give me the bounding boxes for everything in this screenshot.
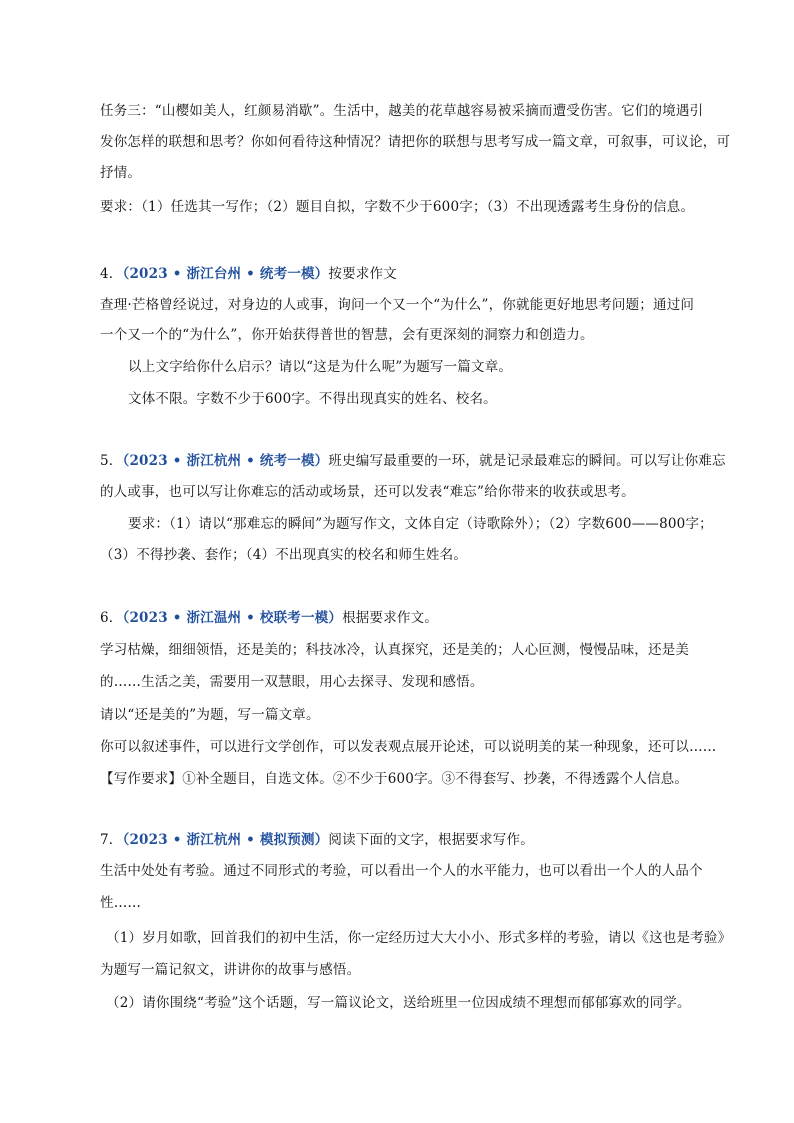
q5-heading	[100, 452, 726, 470]
q7-heading	[100, 831, 534, 849]
q6-heading	[100, 609, 438, 627]
q5-source: （2023 • 浙江杭州 • 统考一模）	[122, 453, 329, 469]
q6-number: 6．	[100, 610, 123, 626]
q6-line-4: 你可以叙述事件，可以进行文学创作，可以发表观点展开论述，可以说明美的某一种现象，还可以……	[100, 739, 717, 755]
q6-line-5: 【写作要求】①补全题目，自选文体。②不少于600字。③不得套写、抄袭，不得透露个人信息。	[100, 771, 689, 787]
q7-prompt: 阅读下面的文字，根据要求写作。	[328, 832, 534, 848]
q7-line-4: 为题写一篇记叙文，讲讲你的故事与感悟。	[100, 962, 361, 978]
q6-prompt: 根据要求作文。	[342, 610, 438, 626]
q6-line-3: 请以“还是美的”为题，写一篇文章。	[100, 707, 320, 723]
q4-prompt: 按要求作文	[328, 266, 397, 282]
q4-line-2: 一个又一个的“为什么”，你开始获得普世的智慧，会有更深刻的洞察力和创造力。	[100, 327, 594, 343]
q4-line-3: 以上文字给你什么启示？请以“这是为什么呢”为题写一篇文章。	[128, 359, 513, 375]
q5-line-3: （3）不得抄袭、套作；（4）不出现真实的校名和师生姓名。	[100, 547, 468, 563]
q7-line-5: （2）请你围绕“考验”这个话题，写一篇议论文，送给班里一位因成绩不理想而郁郁寡欢的同学。	[106, 995, 691, 1011]
q6-line-2: 的……生活之美，需要用一双慧眼，用心去探寻、发现和感悟。	[100, 674, 484, 690]
q7-number: 7．	[100, 832, 123, 848]
task3-requirements: 要求：（1）任选其一写作；（2）题目自拟，字数不少于600字；（3）不出现透露考生身份的信息。	[100, 199, 695, 215]
q7-line-3: （1）岁月如歌，回首我们的初中生活，你一定经历过大大小小、形式多样的考验，请以《这也是考验》	[106, 930, 732, 946]
task3-line-2: 发你怎样的联想和思考？你如何看待这种情况？请把你的联想与思考写成一篇文章，可叙事，可议论，可	[100, 134, 731, 150]
task3-line-1: 任务三：“山樱如美人，红颜易消歇”。生活中，越美的花草越容易被采摘而遭受伤害。它们的境遇引	[100, 103, 704, 119]
q5-line-1: 的人或事，也可以写让你难忘的活动或场景，还可以发表“难忘”给你带来的收获或思考。	[100, 484, 635, 500]
task3-line-3: 抒情。	[100, 165, 142, 181]
q7-line-2: 性……	[100, 895, 142, 911]
q6-line-1: 学习枯燥，细细领悟，还是美的；科技冰冷，认真探究，还是美的；人心叵测，慢慢品味，还是美	[100, 642, 690, 658]
q4-line-1: 查理·芒格曾经说过，对身边的人或事，询问一个又一个“为什么”，你就能更好地思考问题；通过问	[100, 297, 695, 313]
q5-line-2: 要求：（1）请以“那难忘的瞬间”为题写作文，文体自定（诗歌除外）；（2）字数600——800字；	[128, 516, 713, 532]
q6-source: （2023 • 浙江温州 • 校联考一模）	[122, 610, 343, 626]
q4-heading	[100, 265, 397, 283]
q4-number: 4．	[100, 266, 123, 282]
q4-line-4: 文体不限。字数不少于600字。不得出现真实的姓名、校名。	[128, 391, 497, 407]
q7-source: （2023 • 浙江杭州 • 模拟预测）	[122, 832, 329, 848]
q5-number: 5．	[100, 453, 123, 469]
q5-prompt: 班史编写最重要的一环，就是记录最难忘的瞬间。可以写让你难忘	[328, 453, 726, 469]
q7-line-1: 生活中处处有考验。通过不同形式的考验，可以看出一个人的水平能力，也可以看出一个人的人品个	[100, 863, 703, 879]
q4-source: （2023 • 浙江台州 • 统考一模）	[122, 266, 329, 282]
